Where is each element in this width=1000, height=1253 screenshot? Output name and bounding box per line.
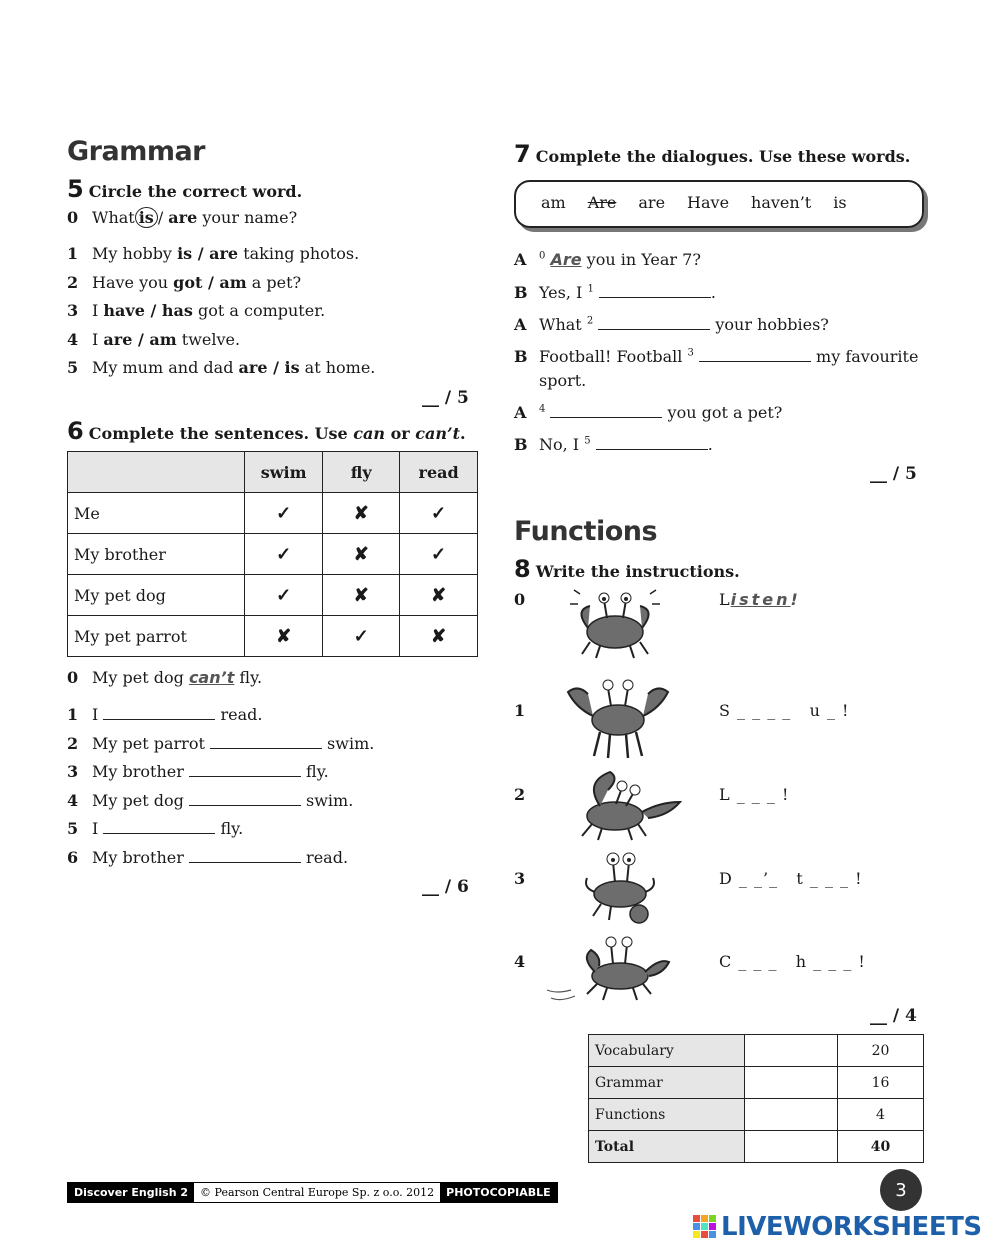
- item-number: 4: [67, 329, 79, 349]
- answer-blank[interactable]: [210, 736, 322, 749]
- section-label: Grammar: [589, 1067, 745, 1099]
- item-number: 6: [67, 847, 79, 867]
- dialogue-line-4: [514, 403, 782, 422]
- text: your name?: [197, 208, 298, 227]
- text: you in Year 7?: [581, 250, 701, 269]
- gap-number: 1: [587, 283, 594, 295]
- text: fly.: [234, 668, 263, 687]
- crab-dont-touch-icon: [565, 848, 680, 928]
- ex6-item-6: [67, 848, 374, 877]
- item-number: 0: [67, 208, 79, 227]
- item-number: 0: [67, 668, 79, 687]
- speaker: A: [514, 403, 527, 422]
- ex7-score: __ / 5: [870, 464, 917, 484]
- text: Yes, I: [539, 283, 588, 302]
- item-number: 2: [67, 733, 79, 753]
- text: .: [460, 424, 466, 443]
- text: fly.: [300, 762, 329, 782]
- text: .: [710, 283, 716, 302]
- crab-listening-icon: [560, 580, 670, 660]
- table-row: [589, 1131, 924, 1163]
- text: .: [707, 435, 713, 454]
- column-header: fly: [323, 452, 400, 493]
- liveworksheets-watermark: [692, 1212, 982, 1242]
- book-title: Discover English 2: [68, 1183, 194, 1202]
- section-label: Total: [589, 1131, 745, 1163]
- functions-heading: Functions: [514, 516, 658, 547]
- text: My pet dog: [92, 668, 189, 687]
- item-number: 4: [67, 790, 79, 810]
- ex5-item-5[interactable]: [67, 358, 375, 387]
- word: are: [638, 193, 666, 212]
- item-number: 2: [67, 272, 79, 292]
- grammar-heading: Grammar: [67, 136, 205, 167]
- option: are: [168, 208, 198, 227]
- item-number: 5: [67, 358, 79, 377]
- word: Have: [687, 193, 730, 212]
- text: got a computer.: [192, 301, 326, 320]
- corner-cell: [68, 452, 245, 493]
- word-options[interactable]: are / am: [103, 329, 177, 349]
- ex5-items: [67, 244, 375, 387]
- speaker: A: [514, 250, 527, 269]
- score-cell[interactable]: [745, 1067, 838, 1099]
- speaker: A: [514, 315, 527, 334]
- text: my favourite: [810, 347, 919, 366]
- mark-cell: ✓: [400, 493, 478, 534]
- max-score: 40: [838, 1131, 924, 1163]
- ex5-item-2[interactable]: [67, 273, 375, 302]
- dialogue-line-0: [514, 250, 701, 269]
- text: read.: [300, 847, 349, 867]
- text: My pet dog: [92, 790, 189, 810]
- speaker: B: [514, 435, 528, 454]
- table-row: [68, 534, 478, 575]
- text: What: [92, 208, 135, 227]
- answer-blank[interactable]: [598, 317, 710, 330]
- text: fly.: [215, 819, 244, 839]
- row-label: My brother: [68, 534, 245, 575]
- table-row: [589, 1067, 924, 1099]
- mark-cell: ✓: [323, 616, 400, 657]
- instruction-pattern-1[interactable]: S _ _ _ _ u _ !: [719, 701, 850, 720]
- word-box: [514, 180, 924, 228]
- ex6-item-1: [67, 705, 374, 734]
- word: am: [541, 193, 566, 212]
- table-row: [68, 575, 478, 616]
- ability-table: [67, 451, 478, 657]
- keyword: can’t: [415, 424, 460, 443]
- answer-blank[interactable]: [189, 850, 301, 863]
- table-row: [589, 1099, 924, 1131]
- text: read.: [215, 705, 263, 724]
- mark-cell: ✘: [323, 575, 400, 616]
- item-number: 1: [67, 705, 79, 724]
- gap-number: 5: [584, 435, 591, 447]
- page-number: 3: [880, 1169, 922, 1211]
- answer-blank[interactable]: [103, 821, 215, 834]
- exercise-number: 5: [67, 175, 84, 203]
- text: a pet?: [246, 272, 302, 292]
- row-label: My pet dog: [68, 575, 245, 616]
- text: or: [385, 424, 416, 443]
- mark-cell: ✘: [400, 575, 478, 616]
- max-score: 20: [838, 1035, 924, 1067]
- text: My hobby: [92, 244, 178, 263]
- table-row: [68, 616, 478, 657]
- dialogue-line-3: [514, 347, 918, 366]
- ex5-score: __ / 5: [422, 388, 469, 408]
- text: I: [92, 301, 104, 320]
- instruction: Write the instructions.: [535, 562, 740, 581]
- page-footer: [67, 1182, 558, 1203]
- dialogue-line-2: [514, 315, 829, 334]
- crab-standing-up-icon: [558, 670, 678, 760]
- item-number: 3: [67, 762, 79, 782]
- example-answer: can’t: [188, 668, 235, 687]
- score-cell[interactable]: [745, 1131, 838, 1163]
- item-number: 4: [514, 952, 526, 971]
- gap-number: 3: [687, 347, 694, 359]
- text: swim.: [321, 733, 375, 753]
- word-options[interactable]: got / am: [173, 272, 247, 292]
- text: Have you: [92, 272, 174, 292]
- crab-looking-icon: [560, 762, 685, 842]
- text: your hobbies?: [710, 315, 829, 334]
- text: Football! Football: [539, 347, 688, 366]
- answer-blank[interactable]: [599, 285, 711, 298]
- crab-come-here-icon: [545, 932, 680, 1006]
- word-options[interactable]: is / are: [177, 244, 239, 263]
- instruction: Complete the dialogues. Use these words.: [535, 147, 911, 166]
- copyright: © Pearson Central Europe Sp. z o.o. 2012: [194, 1183, 440, 1202]
- word-options[interactable]: are / is: [238, 358, 300, 377]
- instruction-pattern-4[interactable]: C _ _ _ h _ _ _ !: [719, 952, 866, 971]
- text: swim.: [300, 790, 354, 810]
- text: My brother: [92, 762, 189, 782]
- column-header: swim: [245, 452, 323, 493]
- answer-blank[interactable]: [550, 405, 662, 418]
- ex5-item-4[interactable]: [67, 330, 375, 359]
- text: What: [539, 315, 587, 334]
- dialogue-line-1: [514, 283, 716, 302]
- table-header-row: [68, 452, 478, 493]
- mark-cell: ✘: [323, 534, 400, 575]
- ex6-item-2: [67, 734, 374, 763]
- item-number: 3: [67, 301, 79, 320]
- max-score: 4: [838, 1099, 924, 1131]
- instruction-pattern-3[interactable]: D _ _’_ t _ _ _ !: [719, 869, 863, 888]
- example-answer: isten: [730, 590, 791, 609]
- gap-number: 4: [539, 403, 546, 415]
- exercise-7-title: [514, 140, 910, 168]
- text: I: [92, 819, 104, 839]
- answer-blank[interactable]: [699, 349, 811, 362]
- answer-blank[interactable]: [103, 707, 215, 720]
- max-score: 16: [838, 1067, 924, 1099]
- text: My pet parrot: [92, 733, 210, 753]
- word: haven’t: [751, 193, 812, 212]
- text: at home.: [299, 358, 376, 377]
- item-number: 2: [514, 785, 526, 804]
- keyword: can: [353, 424, 386, 443]
- column-header: read: [400, 452, 478, 493]
- speaker: B: [514, 347, 528, 366]
- mark-cell: ✘: [245, 616, 323, 657]
- item-number: 3: [514, 869, 526, 888]
- text: you got a pet?: [662, 403, 783, 422]
- score-cell[interactable]: [745, 1035, 838, 1067]
- given-letter: L: [719, 590, 731, 609]
- mark-cell: ✓: [245, 575, 323, 616]
- answer-blank[interactable]: [189, 764, 301, 777]
- liveworksheets-logo-icon: [692, 1214, 718, 1240]
- text: /: [157, 208, 169, 227]
- score-cell[interactable]: [745, 1099, 838, 1131]
- dialogue-line-5: [514, 435, 713, 454]
- instruction: Circle the correct word.: [88, 182, 303, 201]
- row-label: Me: [68, 493, 245, 534]
- instruction-pattern-0: [719, 590, 799, 609]
- item-number: 0: [514, 590, 526, 609]
- text: I: [92, 329, 104, 349]
- table-row: [68, 493, 478, 534]
- text: Complete the sentences. Use: [88, 424, 354, 443]
- item-number: 5: [67, 819, 79, 839]
- ex6-score: __ / 6: [422, 877, 469, 897]
- text: I: [92, 705, 104, 724]
- item-number: 1: [514, 701, 526, 720]
- ex6-item-4: [67, 791, 374, 820]
- item-number: 1: [67, 244, 79, 263]
- word: is: [833, 193, 847, 212]
- mark-cell: ✘: [323, 493, 400, 534]
- answer-blank[interactable]: [189, 793, 301, 806]
- text: twelve.: [176, 329, 241, 349]
- exercise-5-title: [67, 175, 302, 203]
- watermark-text: LIVEWORKSHEETS: [721, 1212, 982, 1242]
- punctuation: !: [790, 590, 799, 609]
- speaker: B: [514, 283, 528, 302]
- ex5-example: [67, 208, 297, 227]
- table-row: [589, 1035, 924, 1067]
- mark-cell: ✓: [245, 534, 323, 575]
- answer-blank[interactable]: [596, 437, 708, 450]
- word-used: Are: [587, 193, 617, 212]
- text: No, I: [539, 435, 585, 454]
- mark-cell: ✓: [400, 534, 478, 575]
- text: My mum and dad: [92, 358, 239, 377]
- mark-cell: ✘: [400, 616, 478, 657]
- instruction-pattern-2[interactable]: L _ _ _ !: [719, 785, 790, 804]
- word-options[interactable]: have / has: [103, 301, 193, 320]
- gap-number: 2: [586, 315, 594, 327]
- ex6-item-3: [67, 762, 374, 791]
- text: My brother: [92, 847, 189, 867]
- photocopiable-label: PHOTOCOPIABLE: [440, 1183, 556, 1202]
- score-summary-table: [588, 1034, 924, 1163]
- exercise-8-title: [514, 555, 740, 583]
- mark-cell: ✓: [245, 493, 323, 534]
- section-label: Functions: [589, 1099, 745, 1131]
- exercise-number: 8: [514, 555, 531, 583]
- exercise-6-title: [67, 417, 466, 445]
- text: taking photos.: [238, 244, 360, 263]
- gap-number: 0: [539, 250, 546, 262]
- ex5-item-1[interactable]: [67, 244, 375, 273]
- example-answer: Are: [550, 250, 582, 269]
- ex5-item-3[interactable]: [67, 301, 375, 330]
- word-list: [541, 193, 869, 212]
- ex6-item-5: [67, 819, 374, 848]
- ex8-score: __ / 4: [870, 1006, 917, 1026]
- exercise-number: 7: [514, 140, 531, 168]
- section-label: Vocabulary: [589, 1035, 745, 1067]
- row-label: My pet parrot: [68, 616, 245, 657]
- exercise-number: 6: [67, 417, 84, 445]
- dialogue-line-3-continued: sport.: [539, 371, 587, 390]
- ex6-example: [67, 668, 262, 687]
- instruction: [89, 424, 466, 443]
- circled-answer: is: [135, 207, 158, 228]
- ex6-items: [67, 705, 374, 877]
